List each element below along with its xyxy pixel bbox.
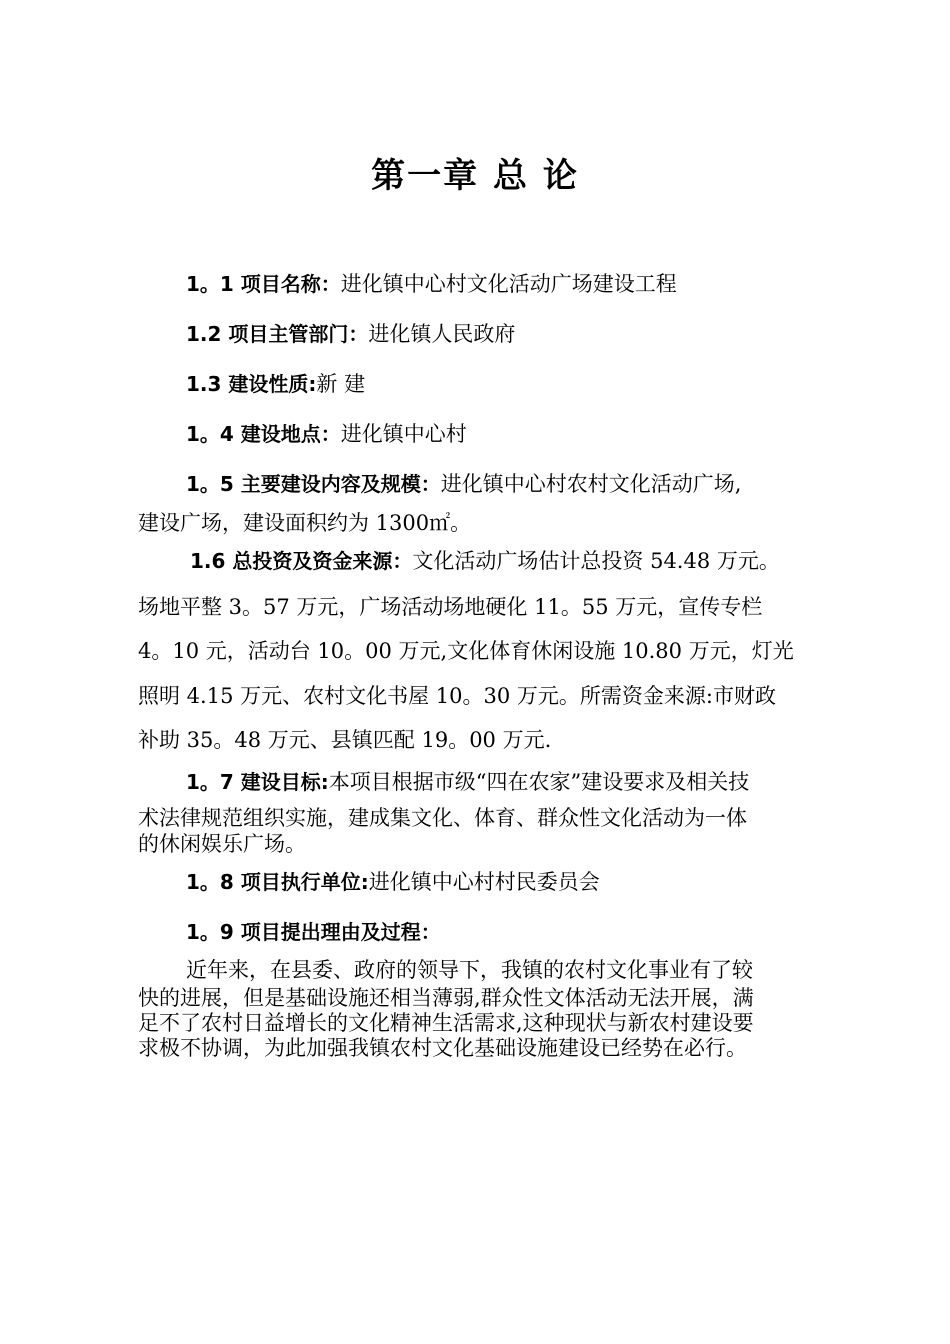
item-label: 1.6 总投资及资金来源： <box>190 549 413 573</box>
item-project-name <box>186 268 898 298</box>
item-investment-line: 补助 35。48 万元、县镇匹配 19。00 万元. <box>138 728 552 752</box>
item-goal-line: 的休闲娱乐广场。 <box>138 832 306 856</box>
item-scope <box>186 468 898 498</box>
item-value: 进化镇中心村农村文化活动广场, <box>440 472 742 496</box>
item-value: 进化镇中心村文化活动广场建设工程 <box>340 272 677 296</box>
item-reason-line: 足不了农村日益增长的文化精神生活需求,这种现状与新农村建设要 <box>138 1011 754 1035</box>
item-investment <box>190 545 902 575</box>
item-reason-line: 求极不协调，为此加强我镇农村文化基础设施建设已经势在必行。 <box>138 1036 747 1060</box>
item-value: 进化镇中心村 <box>340 422 467 446</box>
item-label: 1.2 项目主管部门： <box>186 322 369 346</box>
item-value: 进化镇人民政府 <box>368 322 516 346</box>
item-location <box>186 418 898 448</box>
item-reason-paragraph: 近年来，在县委、政府的领导下，我镇的农村文化事业有了较 <box>186 958 753 982</box>
chapter-title: 第一章 总 论 <box>371 156 579 196</box>
item-investment-line: 4。10 元，活动台 10。00 万元,文化体育休闲设施 10.80 万元，灯光 <box>138 639 794 663</box>
item-label: 1。1 项目名称： <box>186 272 341 296</box>
item-value: 文化活动广场估计总投资 54.48 万元。 <box>412 549 780 573</box>
item-investment-line: 场地平整 3。57 万元，广场活动场地硬化 11。55 万元，宣传专栏 <box>138 595 763 619</box>
item-authority <box>186 318 898 348</box>
item-label: 1.3 建设性质: <box>186 372 317 396</box>
item-nature <box>186 368 898 398</box>
item-investment-line: 照明 4.15 万元、农村文化书屋 10。30 万元。所需资金来源:市财政 <box>138 684 776 708</box>
item-goal-line: 术法律规范组织实施，建成集文化、体育、群众性文化活动为一体 <box>138 806 747 830</box>
item-scope-continuation: 建设广场，建设面积约为 1300㎡。 <box>138 511 472 535</box>
item-value: 本项目根据市级“四在农家”建设要求及相关技 <box>328 770 750 794</box>
item-label: 1。8 项目执行单位: <box>186 870 369 894</box>
item-label: 1。9 项目提出理由及过程： <box>186 920 441 944</box>
item-reason-line: 快的进展，但是基础设施还相当薄弱,群众性文体活动无法开展，满 <box>138 986 754 1010</box>
item-value: 进化镇中心村村民委员会 <box>368 870 600 894</box>
item-label: 1。4 建设地点： <box>186 422 341 446</box>
item-label: 1。5 主要建设内容及规模： <box>186 472 441 496</box>
item-label: 1。7 建设目标: <box>186 770 329 794</box>
item-reason <box>186 916 898 945</box>
item-goal <box>186 766 898 796</box>
item-value: 新 建 <box>316 372 366 396</box>
item-executor <box>186 866 898 896</box>
